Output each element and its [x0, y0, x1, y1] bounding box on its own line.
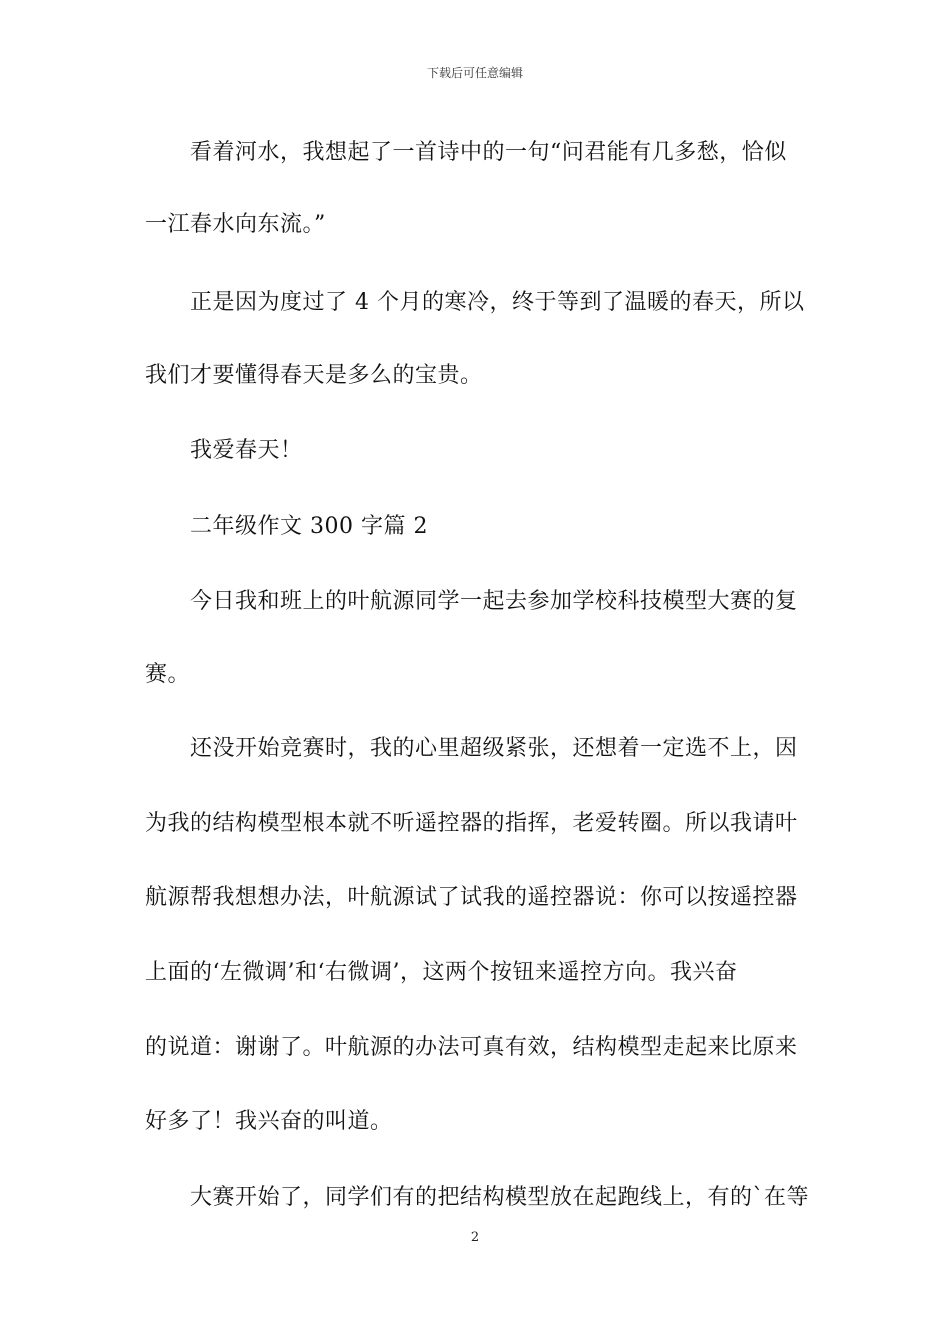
- section-heading: 二年级作文 300 字篇 2: [190, 514, 428, 539]
- text-line: 赛。: [145, 662, 191, 687]
- text-line: 的说道：谢谢了。叶航源的办法可真有效，结构模型走起来比原来: [145, 1035, 798, 1060]
- text-line: 为我的结构模型根本就不听遥控器的指挥，老爱转圈。所以我请叶: [145, 811, 798, 836]
- page-header: 下载后可任意编辑: [426, 66, 523, 80]
- text-line: 今日我和班上的叶航源同学一起去参加学校科技模型大赛的复: [190, 589, 798, 614]
- text-line: 一江春水向东流。”: [145, 212, 326, 237]
- text-line: 正是因为度过了 4 个月的寒冷，终于等到了温暖的春天，所以: [190, 290, 805, 315]
- text-line: 好多了！我兴奋的叫道。: [145, 1109, 393, 1134]
- page-number: 2: [470, 1230, 480, 1245]
- text-line: 大赛开始了，同学们有的把结构模型放在起跑线上，有的`在等: [190, 1185, 810, 1210]
- text-line: 上面的‘左微调’和‘右微调’，这两个按钮来遥控方向。我兴奋: [145, 960, 738, 985]
- text-line: 航源帮我想想办法，叶航源试了试我的遥控器说：你可以按遥控器: [145, 885, 798, 910]
- text-line: 我们才要懂得春天是多么的宝贵。: [145, 363, 483, 388]
- text-line: 我爱春天！: [190, 438, 303, 463]
- text-line: 还没开始竞赛时，我的心里超级紧张，还想着一定选不上，因: [190, 736, 798, 761]
- text-line: 看着河水，我想起了一首诗中的一句“问君能有几多愁，恰似: [190, 140, 787, 165]
